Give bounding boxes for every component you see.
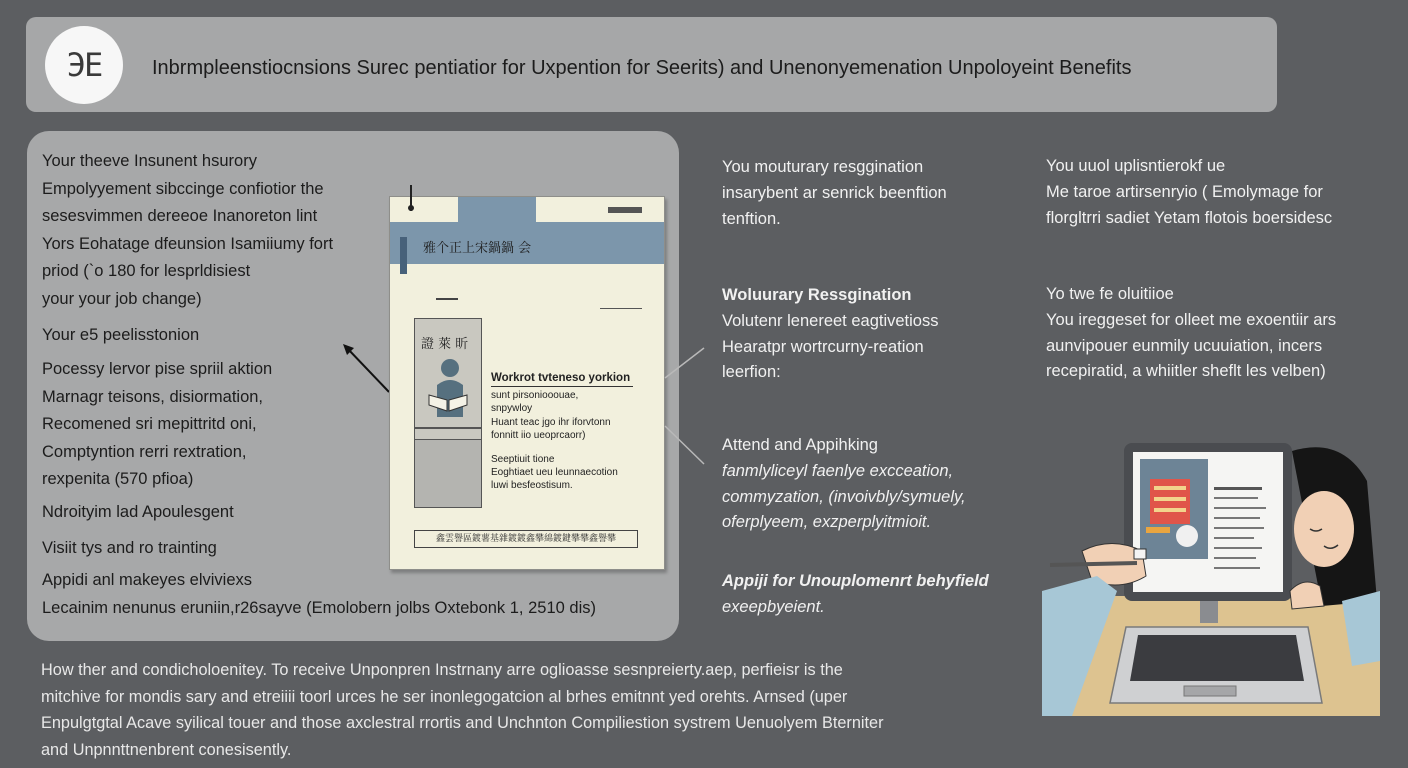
section-line: You uuol uplisntierokf ue [1046,157,1226,175]
header-banner [26,17,1277,112]
section-heading: Your e5 peelisstonion [42,326,200,344]
section-line: exeepbyeient. [722,597,825,616]
section-heading: You mouturary resggination [722,158,924,176]
intro-line: your your job change) [42,289,202,308]
doc-side-bar [400,237,407,274]
doc-line: Seeptiuit tione [491,454,555,465]
section-line: fanmlyliceyl faenlye excceation, [722,461,954,480]
doc-header-text: 雅个正上宋鍋鍋 会 [423,241,532,256]
section-heading: Attend and Appihking [722,436,878,454]
doc-line: luwi besfeostisum. [491,480,573,491]
footnote-line: How ther and condicholoenitey. To receive Unponpren Instrnany arre oglioasse sesnpreierty.aep, perfieisr is the [41,661,843,679]
doc-line: sunt pirsoniooouae, [491,390,579,401]
right-section [1046,282,1336,385]
list-item: Visiit tys and ro trainting [42,539,217,557]
divider [436,298,458,300]
divider [600,308,642,309]
cabinet-shape [415,440,481,507]
connector-lines [660,340,710,470]
photo-box [414,318,482,508]
section-line: aunvipouer eunmily ucuuiation, incers [1046,336,1323,355]
doc-footer: 鑫雲譽區鍍薯基雜鍍鍍鑫攀綿鍍鍵攀攀鑫譽攀 [414,530,638,548]
doc-mark [608,207,642,213]
section-line: Comptyntion rerri rextration, [42,442,247,461]
doc-title: Workrot tvteneso yorkion [491,372,631,384]
photo-label: 證 萊 昕 [421,337,469,352]
section-line: Recomened sri mepittritd oni, [42,415,257,433]
footnote-paragraph [41,657,884,763]
section-line: Yo twe fe oluitiioe [1046,285,1174,303]
section-line: Me taroe artirsenryio ( Emolymage for [1046,182,1323,201]
section-line: recepiratid, a whiitler sheflt les velben) [1046,362,1326,381]
section-line: oferplyeem, exzperplyitmioit. [722,513,932,532]
doc-line: snpywloy [491,403,533,414]
section-line: leerfion: [722,363,781,382]
section-line: rexpenita (570 pfioa) [42,470,194,488]
middle-section [722,155,947,232]
section-line: commyzation, (invoivbly/symuely, [722,487,966,506]
section-heading: Appiji for Unouplomenrt behyfield [722,572,989,590]
section-line: You ireggeset for olleet me exoentiir ars [1046,310,1337,329]
left-info-panel [27,131,679,641]
section-heading: Woluurary Ressgination [722,286,912,304]
intro-line: sesesvimmen dereeoe Inanoreton lint [42,207,318,225]
divider [491,386,633,387]
footnote-line: mitchive for mondis sary and etreiiii toorl urces he ser inonlegogatcion al brhes emitnnt yed orehts. Arnsed (uper [41,687,848,706]
document-illustration [389,196,665,570]
laptop-illustration [1042,441,1380,716]
intro-line: priod (`o 180 for lesprldisiest [42,262,251,280]
list-item: Lecainim nenunus eruniin,r26sayve (Emolobern jolbs Oxtebonk 1, 2510 dis) [42,599,596,617]
logo-icon: ЭE [45,26,123,104]
pointer-arrow-icon [337,336,397,398]
middle-section [722,433,966,536]
middle-section [722,569,989,621]
section-line: Volutenr lenereet eagtivetioss [722,311,939,330]
intro-line: Your theeve Insunent hsurory [42,152,257,170]
divider [415,427,481,429]
person-reading-icon [425,355,471,421]
list-item: Ndroityim lad Apoulesgent [42,503,234,521]
section-line: Hearatpr wortrcurny-reation [722,337,924,356]
intro-line: Empolyyement sibccinge confiotior the [42,179,324,198]
section-line: tenftion. [722,209,781,228]
doc-tab [458,197,536,222]
section-line: florgltrri sadiet Yetam flotois boersidesc [1046,208,1333,227]
intro-text [42,148,333,313]
section-text [42,356,272,494]
section-line: Marnagr teisons, disiormation, [42,387,264,406]
doc-line: Huant teac jgo ihr iforvtonn [491,417,611,428]
intro-line: Yors Eohatage dfeunsion Isamiiumy fort [42,234,334,253]
doc-line: fonnitt iio ueoprcaorr) [491,430,586,441]
doc-line: Eoghtiaet ueu leunnaecotion [491,467,618,478]
section-line: Pocessy lervor pise spriil aktion [42,360,273,378]
section-line: insarybent ar senrick beenftion [722,183,947,202]
footnote-line: and Unpnnttnenbrent conesisently. [41,740,292,759]
footnote-line: Enpulgtgtal Acave syilical touer and those axclestral rrortis and Unchnton Compiliestion systrem Uenuolyem Bterniter [41,714,884,732]
pin-icon [410,185,412,211]
person-with-laptop-icon [1042,441,1380,716]
list-item: Appidi anl makeyes elviviexs [42,571,253,589]
right-section [1046,154,1332,231]
page-title: Inbrmpleenstiocnsions Surec pentiatior for Uxpention for Seerits) and Unenonyemenation Unpoloyeint Benefits [152,57,1132,79]
middle-section [722,283,938,386]
